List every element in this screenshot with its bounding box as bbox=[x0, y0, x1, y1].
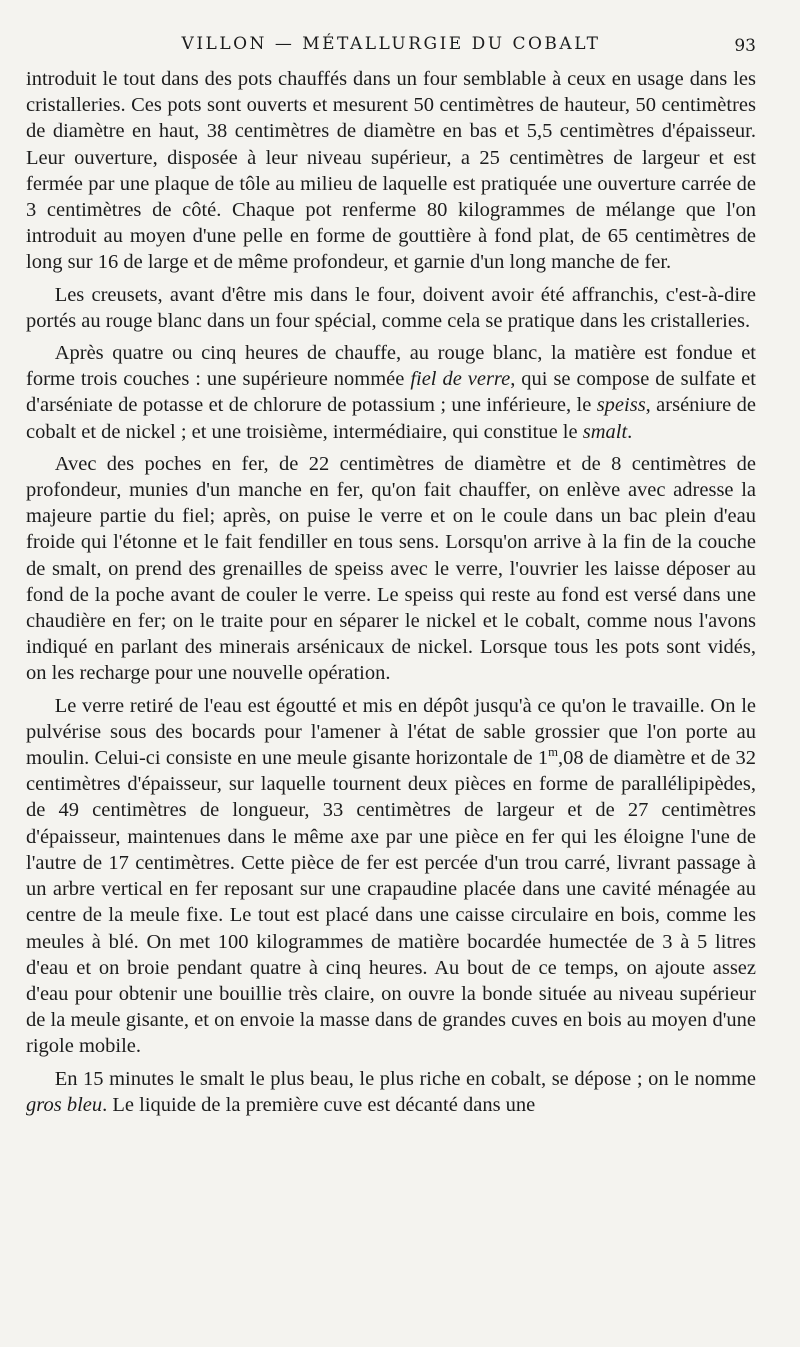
italic-term: smalt bbox=[582, 420, 628, 443]
page-header bbox=[26, 32, 756, 56]
text-run: Le verre retiré de l'eau est égoutté et mis en dépôt jusqu'à ce qu'on le travaille. On le pulvérise sous des bocards pour l'amener à l'état de sable grossier que l'on porte au moulin. Celui-ci consiste en une meule gisante horizontale de 1 bbox=[26, 694, 756, 770]
paragraph bbox=[26, 340, 756, 445]
text-run: . Le liquide de la première cuve est décanté dans une bbox=[102, 1093, 536, 1116]
text-run: . bbox=[627, 420, 633, 443]
running-title: VILLON — MÉTALLURGIE DU COBALT bbox=[181, 34, 601, 54]
paragraph bbox=[26, 693, 756, 1060]
text-run: En 15 minutes le smalt le plus beau, le plus riche en cobalt, se dépose ; on le nomme bbox=[54, 1067, 756, 1090]
page-number: 93 bbox=[734, 36, 756, 56]
body-text bbox=[26, 66, 756, 1118]
text-run: Après quatre ou cinq heures de chauffe, au rouge blanc, la matière est fondue et forme trois couches : une supérieure nommée bbox=[26, 342, 756, 391]
unit-superscript: m bbox=[548, 745, 559, 760]
text-run: introduit le tout dans des pots chauffés dans un four semblable à ceux en usage dans les cristalleries. Ces pots sont ouverts et mesurent 50 centimètres de hauteur, 50 centimètres de diamètre en haut, 38 centimètres de diamètre en bas et 5,5 centimètres d'épaisseur. Leur ouverture, disposée à leur niveau supérieur, a 25 centimètres de largeur et est fermée par une plaque de tôle au milieu de laquelle est pratiquée une ouverture carrée de 3 centimètres de côté. Chaque pot renferme 80 kilogrammes de mélange que l'on introduit au moyen d'une pelle en forme de gouttière à fond plat, de 65 centimètres de long sur 16 de large et de même profondeur, et garnie d'un long manche de fer. bbox=[26, 68, 756, 274]
paragraph bbox=[26, 1066, 756, 1118]
italic-term: fiel de verre bbox=[410, 368, 511, 391]
text-run: , arséniure de cobalt et de nickel ; et une troisième, intermédiaire, qui constitue le bbox=[26, 394, 756, 443]
text-run: Avec des poches en fer, de 22 centimètres de diamètre et de 8 centimètres de profondeur, munies d'un manche en fer, qu'on fait chauffer, on enlève avec adresse la majeure partie du fiel; après, on puise le verre et on le coule dans un bac plein d'eau froide qui l'étonne et le fait fendiller en tous sens. Lorsqu'on arrive à la fin de la couche de smalt, on prend des grenailles de speiss avec le verre, l'ouvrier les laisse déposer au fond de la poche avant de couler le verre. Le speiss qui reste au fond est versé dans une chaudière en fer; on le traite pour en séparer le nickel et le cobalt, comme nous l'avons indiqué en parlant des minerais arsénicaux de nickel. Lorsque tous les pots sont vidés, on les recharge pour une nouvelle opération. bbox=[26, 452, 756, 685]
text-run: Les creusets, avant d'être mis dans le four, doivent avoir été affranchis, c'est-à-dire portés au rouge blanc dans un four spécial, comme cela se pratique dans les cristalleries. bbox=[26, 283, 756, 332]
italic-term: speiss bbox=[596, 394, 646, 417]
paragraph bbox=[26, 451, 756, 687]
paragraph bbox=[26, 282, 756, 334]
paragraph bbox=[26, 66, 756, 276]
text-run: , qui se compose de sulfate et d'arséniate de potasse et de chlorure de potassium ; une inférieure, le bbox=[26, 368, 756, 417]
text-run: ,08 de diamètre et de 32 centimètres d'épaisseur, sur laquelle tournent deux pièces en forme de parallélipipèdes, de 49 centimètres de longueur, 33 centimètres de largeur et de 27 centimètres d'épaisseur, maintenues dans le même axe par une pièce en fer qui les éloigne l'une de l'autre de 17 centimètres. Cette pièce de fer est percée d'un trou carré, livrant passage à un arbre vertical en fer reposant sur une crapaudine placée dans une cavité ménagée au centre de la meule fixe. Le tout est placé dans une caisse circulaire en bois, comme les meules à blé. On met 100 kilogrammes de matière bocardée humectée de 3 à 5 litres d'eau et on broie pendant quatre à cinq heures. Au bout de ce temps, on ajoute assez d'eau pour obtenir une bouillie très claire, on ouvre la bonde située au niveau supérieur de la meule gisante, et on envoie la masse dans de grandes cuves en bois au moyen d'une rigole mobile. bbox=[26, 747, 757, 1058]
italic-term: gros bleu bbox=[26, 1093, 103, 1116]
